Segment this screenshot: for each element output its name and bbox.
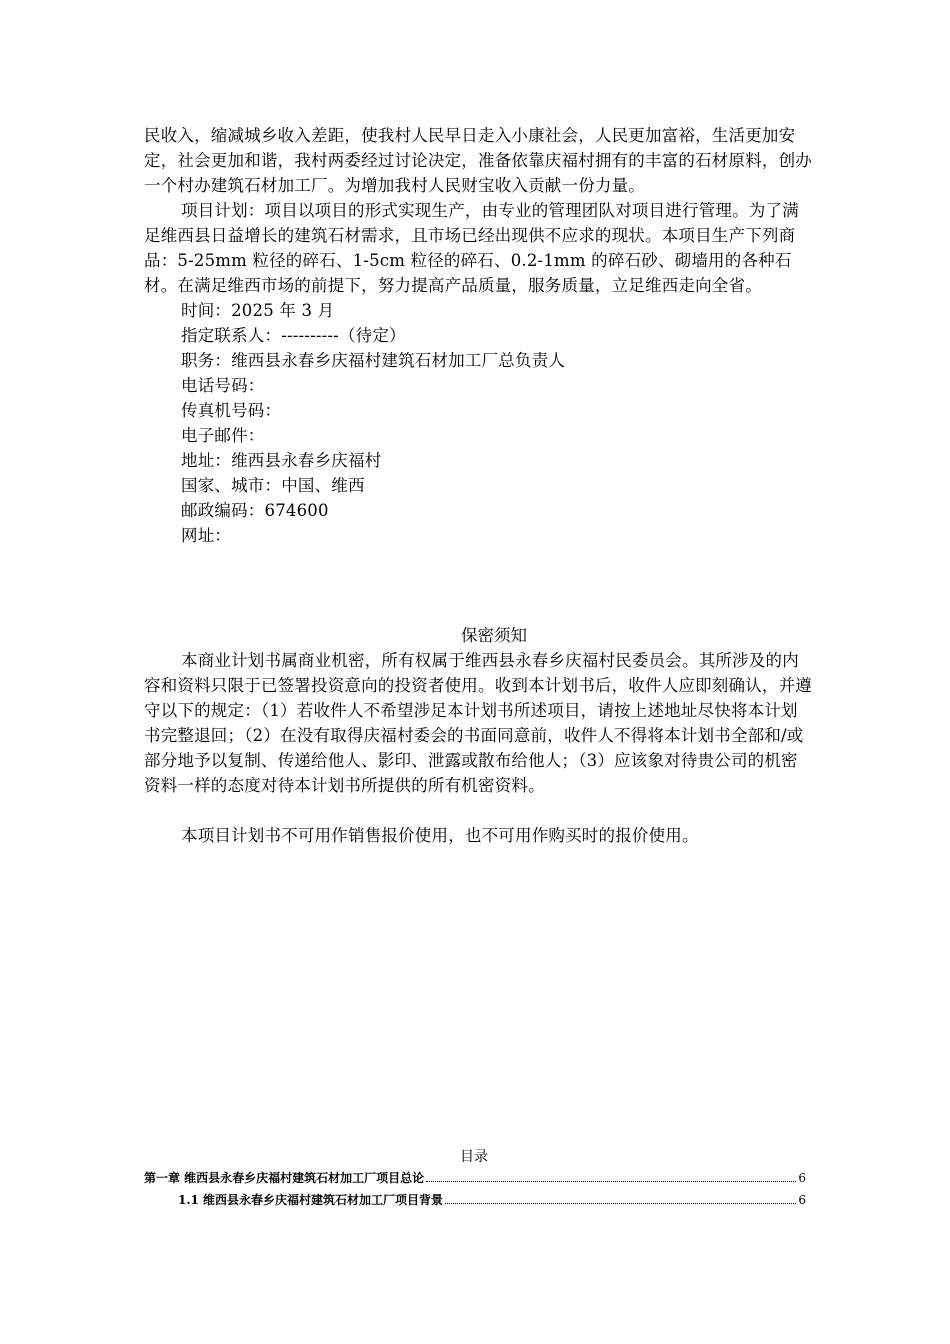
toc-leader-dots [445,1202,796,1204]
toc-title: 目录 [460,1149,488,1165]
blank-line [144,798,814,823]
field-email: 电子邮件： [181,426,265,445]
toc-entry-chapter-1[interactable] [144,1170,806,1186]
field-contact: 指定联系人：----------（待定） [181,326,406,345]
field-postcode: 邮政编码：674600 [181,501,329,520]
field-time: 时间：2025 年 3 月 [181,301,335,320]
field-website: 网址： [181,526,232,545]
toc-entry-label: 第一章 维西县永春乡庆福村建筑石材加工厂项目总论 [144,1171,425,1185]
confidential-body: 本商业计划书属商业机密，所有权属于维西县永春乡庆福村民委员会。其所涉及的内容和资料只限于已签署投资意向的投资者使用。收到本计划书后，收件人应即刻确认，并遵守以下的规定：（1）若收件人不希望涉足本计划书所述项目，请按上述地址尽快将本计划书完整退回；（2）在没有取得庆福村委会的书面同意前，收件人不得将本计划书全部和/或部分地予以复制、传递给他人、影印、泄露或散布给他人；（3）应该象对待贵公司的机密资料一样的态度对待本计划书所提供的所有机密资料。 [144,651,812,795]
confidential-heading: 保密须知 [461,626,527,645]
toc-entry-section-1-1[interactable] [144,1192,806,1208]
field-fax: 传真机号码： [181,401,282,420]
toc-entry-label: 1.1 维西县永春乡庆福村建筑石材加工厂项目背景 [178,1193,444,1207]
toc-entry-page: 6 [798,1171,806,1185]
toc-leader-dots [426,1180,796,1182]
toc-entry-page: 6 [798,1193,806,1207]
field-phone: 电话号码： [181,376,265,395]
confidential-section [144,648,814,848]
field-position: 职务：维西县永春乡庆福村建筑石材加工厂总负责人 [181,351,566,370]
confidential-note: 本项目计划书不可用作销售报价使用，也不可用作购买时的报价使用。 [181,826,699,845]
field-address: 地址：维西县永春乡庆福村 [181,451,382,470]
intro-section [144,123,814,548]
field-country-city: 国家、城市：中国、维西 [181,476,365,495]
intro-paragraph-1: 民收入，缩减城乡收入差距，使我村人民早日走入小康社会，人民更加富裕，生活更加安定，社会更加和谐，我村两委经过讨论决定，准备依靠庆福村拥有的丰富的石材原料，创办一个村办建筑石材加工厂。为增加我村人民财宝收入贡献一份力量。 [144,126,812,195]
project-plan-paragraph: 项目计划：项目以项目的形式实现生产，由专业的管理团队对项目进行管理。为了满足维西县日益增长的建筑石材需求，且市场已经出现供不应求的现状。本项目生产下列商品：5-25mm 粒径的碎石、1-5cm 粒径的碎石、0.2-1mm 的碎石砂、砌墙用的各种石材。在满足维西市场的前提下，努力提高产品质量，服务质量，立足维西走向全省。 [144,201,799,295]
